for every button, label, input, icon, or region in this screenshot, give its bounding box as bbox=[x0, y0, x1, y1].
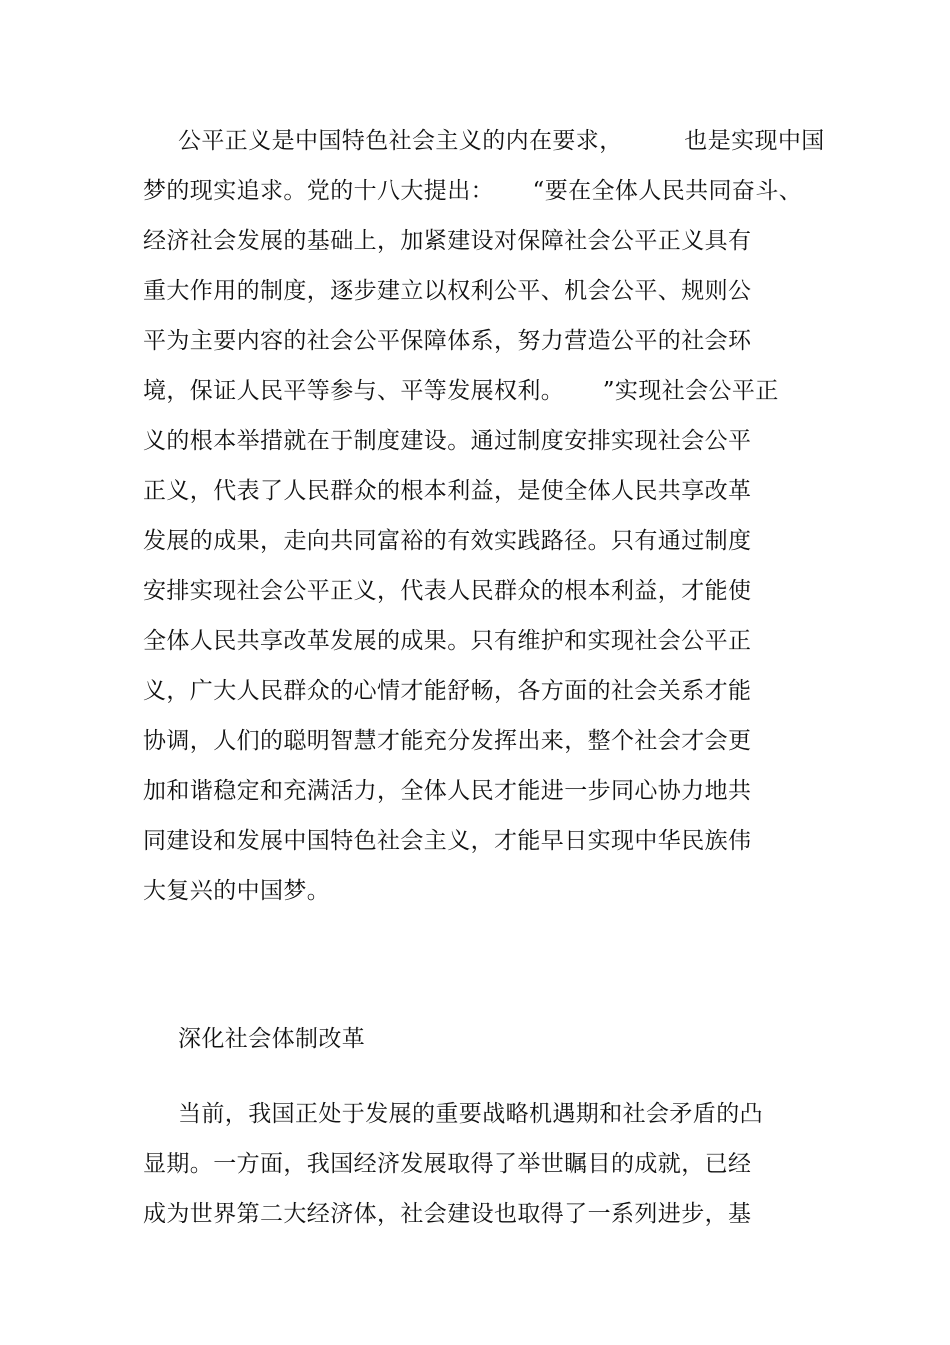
paragraph-line: 发展的成果，走向共同富裕的有效实践路径。只有通过制度 bbox=[143, 528, 752, 554]
paragraph-line: 加和谐稳定和充满活力，全体人民才能进一步同心协力地共 bbox=[143, 778, 752, 804]
paragraph-line: 安排实现社会公平正义，代表人民群众的根本利益，才能使 bbox=[143, 578, 752, 604]
paragraph-line: 公平正义是中国特色社会主义的内在要求， 也是实现中国 bbox=[178, 128, 825, 154]
paragraph-line: 梦的现实追求。党的十八大提出： “要在全体人民共同奋斗、 bbox=[143, 178, 803, 204]
paragraph-line: 重大作用的制度，逐步建立以权利公平、机会公平、规则公 bbox=[143, 278, 752, 304]
paragraph-line: 义的根本举措就在于制度建设。通过制度安排实现社会公平 bbox=[143, 428, 752, 454]
paragraph-line: 同建设和发展中国特色社会主义，才能早日实现中华民族伟 bbox=[143, 828, 752, 854]
paragraph-line: 全体人民共享改革发展的成果。只有维护和实现社会公平正 bbox=[143, 628, 752, 654]
paragraph-line: 经济社会发展的基础上，加紧建设对保障社会公平正义具有 bbox=[143, 228, 752, 254]
paragraph-line: 成为世界第二大经济体，社会建设也取得了一系列进步，基 bbox=[143, 1201, 752, 1227]
paragraph-line: 义，广大人民群众的心情才能舒畅，各方面的社会关系才能 bbox=[143, 678, 752, 704]
paragraph-line: 大复兴的中国梦。 bbox=[143, 878, 331, 904]
paragraph-line: 协调，人们的聪明智慧才能充分发挥出来，整个社会才会更 bbox=[143, 728, 752, 754]
section-heading: 深化社会体制改革 bbox=[178, 1026, 366, 1052]
paragraph-line: 当前，我国正处于发展的重要战略机遇期和社会矛盾的凸 bbox=[178, 1101, 763, 1127]
paragraph-line: 平为主要内容的社会公平保障体系，努力营造公平的社会环 bbox=[143, 328, 752, 354]
paragraph-line: 显期。一方面，我国经济发展取得了举世瞩目的成就，已经 bbox=[143, 1151, 752, 1177]
paragraph-line: 境，保证人民平等参与、平等发展权利。 ”实现社会公平正 bbox=[143, 378, 779, 404]
paragraph-line: 正义，代表了人民群众的根本利益，是使全体人民共享改革 bbox=[143, 478, 752, 504]
